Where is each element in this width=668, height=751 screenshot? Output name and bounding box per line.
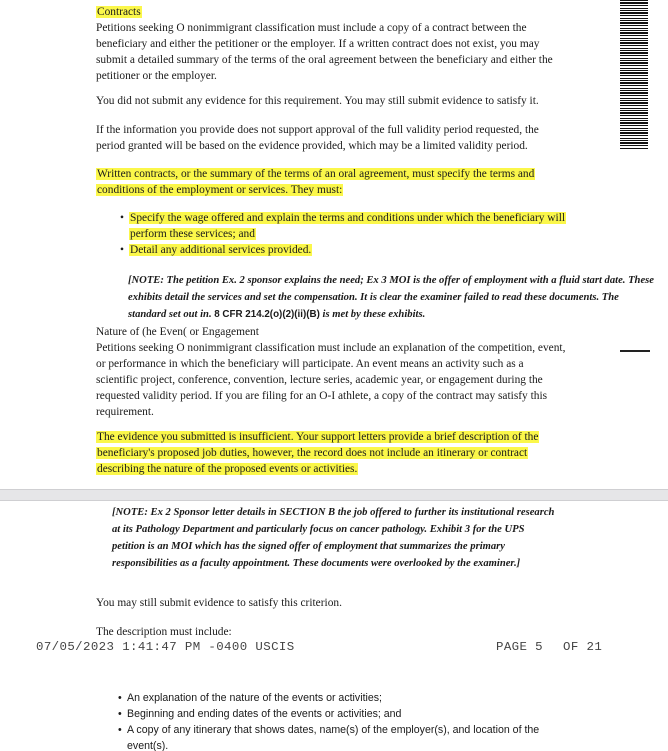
still-submit-text: You may still submit evidence to satisfy this criterion. <box>96 597 342 609</box>
list-item: • A copy of any itinerary that shows dates, name(s) of the employer(s), and location of the event(s). <box>118 722 578 751</box>
event-heading: Nature of (he Even( or Engagement <box>96 326 259 338</box>
list-item: • Detail any additional services provided. <box>120 242 570 258</box>
list-item: • Beginning and ending dates of the events or activities; and <box>118 706 578 722</box>
list-item: • Specify the wage offered and explain the terms and conditions under which the beneficiary will perform these services; and <box>120 210 570 242</box>
must-list <box>120 210 570 258</box>
margin-mark <box>620 350 650 352</box>
list-item: • An explanation of the nature of the events or activities; <box>118 690 578 706</box>
description-must-text: The description must include: <box>96 626 232 638</box>
footer-page-total: OF 21 <box>563 640 603 654</box>
event-section <box>96 324 566 420</box>
footer-timestamp: 07/05/2023 1:41:47 PM -0400 USCIS <box>36 640 295 654</box>
contracts-section <box>96 4 556 84</box>
cfr-citation: 8 CFR 214.2(o)(2)(ii)(B) <box>214 309 320 320</box>
footer-page: PAGE 5 <box>496 640 544 654</box>
insufficient-text: The evidence you submitted is insufficient. Your support letters provide a brief description of the beneficiary's proposed job duties, however, the record does not include an itinerary or contract describing the nature of the proposed events or activities. <box>97 431 539 475</box>
contracts-heading: Contracts <box>97 6 141 18</box>
document-page-2 <box>0 500 668 751</box>
validity-paragraph: If the information you provide does not support approval of the full validity period requested, the period granted will be based on the evidence provided, which may be a limited validity period. <box>96 124 539 152</box>
barcode <box>620 0 648 150</box>
contracts-paragraph: Petitions seeking O nonimmigrant classification must include a copy of a contract between the beneficiary and either the petitioner or the employer. If a written contract does not exist, you may submit a detailed summary of the terms of the oral agreement between the beneficiary and either the petitioner or the employer. <box>96 22 553 82</box>
insufficient-paragraph <box>96 429 546 477</box>
examiner-note-1: [NOTE: The petition Ex. 2 sponsor explains the need; Ex 3 MOI is the offer of employment with a fluid start date. These exhibits detail the services and set the compensation. It is clear the examiner failed to read these documents. The standard set out in. 8 CFR 214.2(o)(2)(ii)(B) is met by these exhibits. <box>128 275 654 320</box>
written-contracts-text: Written contracts, or the summary of the terms of an oral agreement, must specify the terms and conditions of the employment or services. They must: <box>97 168 535 196</box>
include-list <box>118 690 578 751</box>
written-contracts-paragraph <box>96 166 556 198</box>
event-paragraph: Petitions seeking O nonimmigrant classification must include an explanation of the competition, event, or performance in which the beneficiary will participate. An event means an activity such as a scientific project, conference, convention, lecture series, academic year, or engagement during the requested validity period. If you are filing for an O-I athlete, a copy of the contract may satisfy this requirement. <box>96 342 566 418</box>
no-evidence-text: You did not submit any evidence for this requirement. You may still submit evidence to satisfy it. <box>96 95 539 107</box>
examiner-note-2: [NOTE: Ex 2 Sponsor letter details in SECTION B the job offered to further its institutional research at its Pathology Department and particularly focus on cancer pathology. Exhibit 3 for the UPS petition is an MOI which has the signed offer of employment that summarizes the primary responsibilities as a faculty appointment. These documents were overlooked by the examiner.] <box>112 507 555 569</box>
